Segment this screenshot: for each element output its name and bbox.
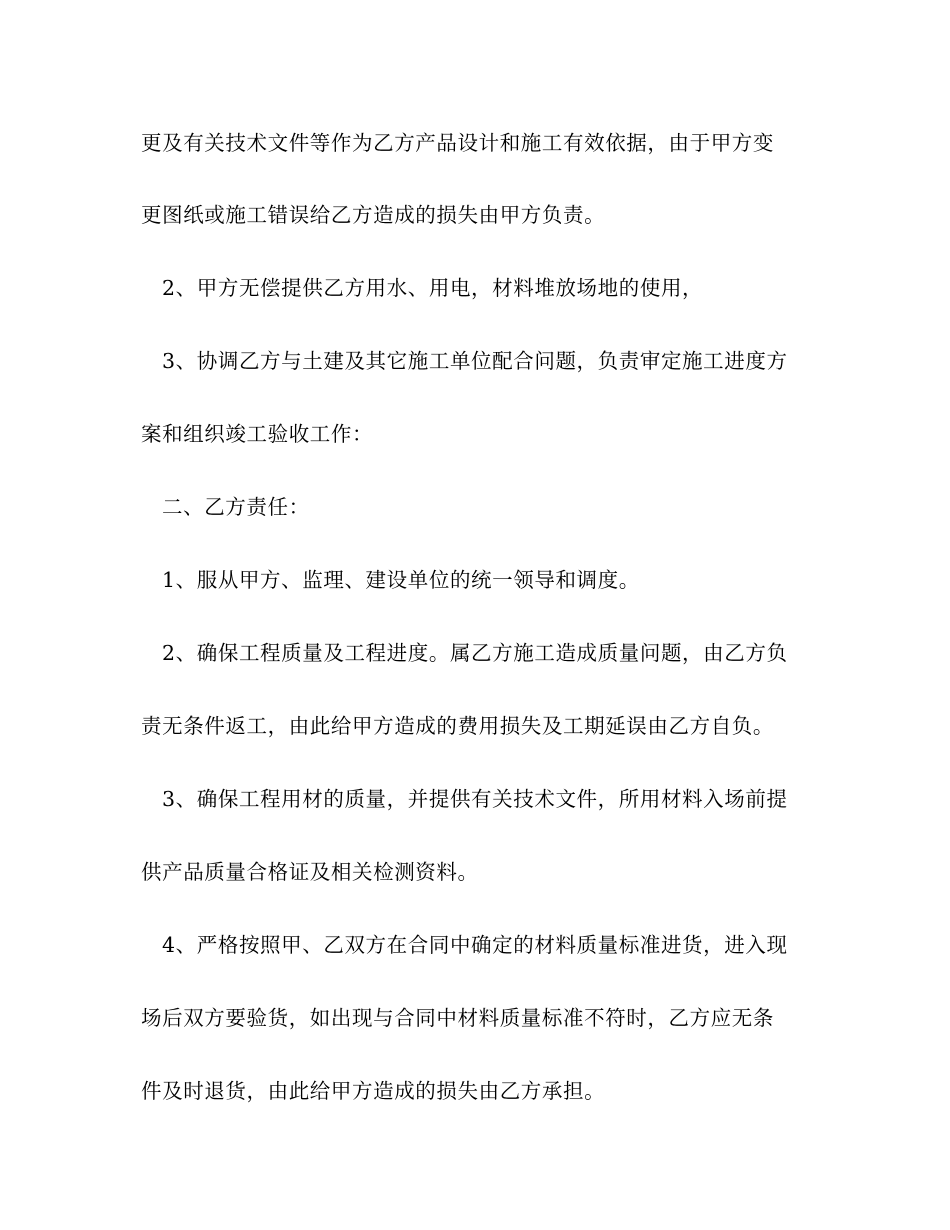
text-line: 更及有关技术文件等作为乙方产品设计和施工有效依据，由于甲方变 — [141, 131, 774, 155]
text-line: 供产品质量合格证及相关检测资料。 — [141, 860, 479, 884]
text-line: 2、甲方无偿提供乙方用水、用电，材料堆放场地的使用， — [162, 276, 704, 300]
text-line: 案和组织竣工验收工作： — [141, 422, 374, 446]
text-line: 3、协调乙方与土建及其它施工单位配合问题，负责审定施工进度方 — [162, 349, 788, 373]
text-line: 4、严格按照甲、乙双方在合同中确定的材料质量标准进货，进入现 — [162, 933, 788, 957]
text-line: 1、服从甲方、监理、建设单位的统一领导和调度。 — [162, 568, 640, 592]
section-heading: 二、乙方责任： — [162, 495, 310, 519]
text-line: 件及时退货，由此给甲方造成的损失由乙方承担。 — [141, 1079, 606, 1103]
text-line: 3、确保工程用材的质量，并提供有关技术文件，所用材料入场前提 — [162, 787, 788, 811]
text-line: 更图纸或施工错误给乙方造成的损失由甲方负责。 — [141, 203, 606, 227]
text-line: 责无条件返工，由此给甲方造成的费用损失及工期延误由乙方自负。 — [141, 714, 774, 738]
text-line: 2、确保工程质量及工程进度。属乙方施工造成质量问题，由乙方负 — [162, 641, 788, 665]
text-line: 场后双方要验货，如出现与合同中材料质量标准不符时，乙方应无条 — [141, 1006, 774, 1030]
